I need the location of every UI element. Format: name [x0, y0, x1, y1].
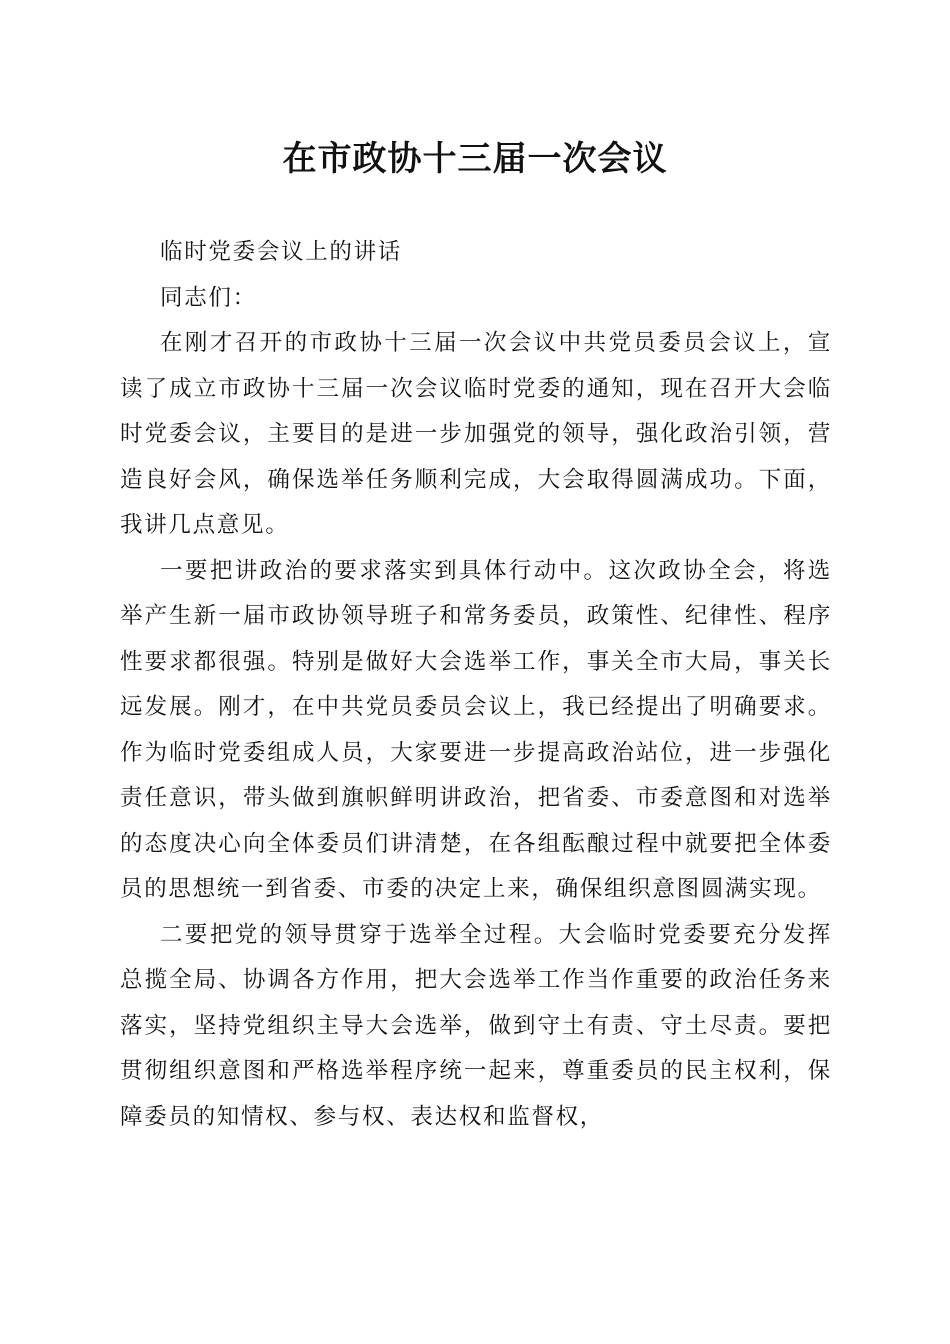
paragraph-intro: 在刚才召开的市政协十三届一次会议中共党员委员会议上，宣读了成立市政协十三届一次会议临时党委的通知，现在召开大会临时党委会议，主要目的是进一步加强党的领导，强化政治引领，营造良好会风，确保选举任务顺利完成，大会取得圆满成功。下面，我讲几点意见。 [120, 330, 832, 538]
paragraph-point-one: 一要把讲政治的要求落实到具体行动中。这次政协全会，将选举产生新一届市政协领导班子和常务委员，政策性、纪律性、程序性要求都很强。特别是做好大会选举工作，事关全市大局，事关长远发展。刚才，在中共党员委员会议上，我已经提出了明确要求。作为临时党委组成人员，大家要进一步提高政治站位，进一步强化责任意识，带头做到旗帜鲜明讲政治，把省委、市委意图和对选举的态度决心向全体委员们讲清楚，在各组酝酿过程中就要把全体委员的思想统一到省委、市委的决定上来，确保组织意图圆满实现。 [120, 557, 832, 902]
document-title: 在市政协十三届一次会议 [282, 139, 668, 179]
document-body [120, 230, 832, 1140]
paragraph-point-two: 二要把党的领导贯穿于选举全过程。大会临时党委要充分发挥总揽全局、协调各方作用，把大会选举工作当作重要的政治任务来落实，坚持党组织主导大会选举，做到守土有责、守土尽责。要把贯彻组织意图和严格选举程序统一起来，尊重委员的民主权利，保障委员的知情权、参与权、表达权和监督权， [120, 921, 832, 1130]
speech-subtitle: 临时党委会议上的讲话 [160, 239, 403, 265]
salutation: 同志们： [160, 284, 257, 311]
